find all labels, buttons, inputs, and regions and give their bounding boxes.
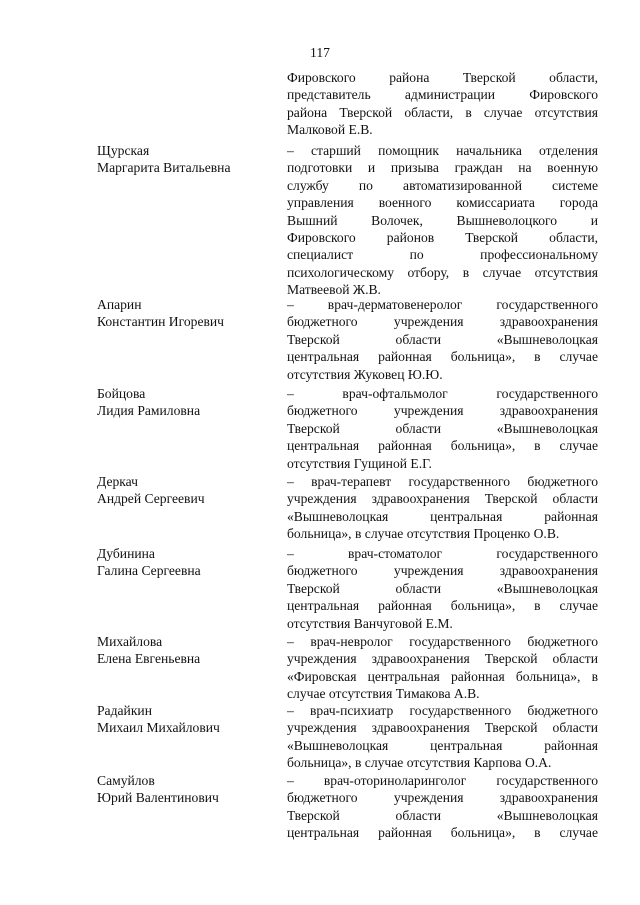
text-line: отсутствия Ванчуговой Е.М. bbox=[287, 615, 453, 631]
text-line: – врач-стоматолог государственного bbox=[287, 546, 598, 561]
text-line: отсутствия Гущиной Е.Г. bbox=[287, 455, 432, 471]
person-description bbox=[287, 142, 598, 299]
continuation-text bbox=[287, 69, 598, 139]
text-line: района Тверской области, в случае отсутствия bbox=[287, 104, 598, 120]
person-given-names: Галина Сергеевна bbox=[97, 563, 201, 579]
person-description bbox=[287, 772, 598, 842]
text-line: центральная районная больница», в случае bbox=[287, 825, 598, 841]
text-line: – врач-дерматовенеролог государственного bbox=[287, 297, 598, 312]
text-line: бюджетного учреждения здравоохранения bbox=[287, 790, 598, 806]
text-line: специалист по профессиональному bbox=[287, 247, 598, 263]
text-line: центральная районная больница», в случае bbox=[287, 349, 598, 365]
text-line: «Вышневолоцкая центральная районная bbox=[287, 508, 598, 524]
person-description bbox=[287, 385, 598, 472]
person-description bbox=[287, 633, 598, 703]
person-given-names: Константин Игоревич bbox=[97, 314, 225, 330]
text-line: «Вышневолоцкая центральная районная bbox=[287, 737, 598, 753]
person-surname: Дубинина bbox=[97, 546, 155, 561]
text-line: центральная районная больница», в случае bbox=[287, 598, 598, 614]
text-line: Малковой Е.В. bbox=[287, 122, 373, 138]
text-line: – врач-невролог государственного бюджетного bbox=[287, 634, 598, 649]
person-surname: Апарин bbox=[97, 297, 142, 312]
text-line: Тверской области «Вышневолоцкая bbox=[287, 580, 598, 596]
person-name bbox=[97, 385, 277, 420]
person-surname: Деркач bbox=[97, 474, 138, 489]
text-line: психологическому отбору, в случае отсутствия bbox=[287, 264, 598, 280]
person-given-names: Маргарита Витальевна bbox=[97, 160, 231, 176]
person-name bbox=[97, 702, 277, 737]
person-description bbox=[287, 545, 598, 632]
person-name bbox=[97, 545, 277, 580]
text-line: Тверской области «Вышневолоцкая bbox=[287, 331, 598, 347]
page-number: 117 bbox=[310, 45, 330, 60]
person-surname: Бойцова bbox=[97, 386, 146, 401]
person-given-names: Лидия Рамиловна bbox=[97, 403, 201, 419]
text-line: Тверской области «Вышневолоцкая bbox=[287, 807, 598, 823]
text-line: Фировского района Тверской области, bbox=[287, 70, 598, 85]
text-line: – врач-офтальмолог государственного bbox=[287, 386, 598, 401]
text-line: бюджетного учреждения здравоохранения bbox=[287, 403, 598, 419]
person-surname: Самуйлов bbox=[97, 773, 155, 788]
text-line: центральная районная больница», в случае bbox=[287, 438, 598, 454]
text-line: – врач-психиатр государственного бюджетного bbox=[287, 703, 598, 718]
text-line: бюджетного учреждения здравоохранения bbox=[287, 314, 598, 330]
text-line: Фировского районов Тверской области, bbox=[287, 229, 598, 245]
person-given-names: Юрий Валентинович bbox=[97, 790, 219, 806]
person-given-names: Андрей Сергеевич bbox=[97, 491, 205, 507]
person-name bbox=[97, 296, 277, 331]
person-surname: Радайкин bbox=[97, 703, 152, 718]
text-line: учреждения здравоохранения Тверской области bbox=[287, 491, 598, 507]
person-name bbox=[97, 473, 277, 508]
text-line: отсутствия Жуковец Ю.Ю. bbox=[287, 366, 443, 382]
text-line: – врач-терапевт государственного бюджетного bbox=[287, 474, 598, 489]
person-given-names: Михаил Михайлович bbox=[97, 720, 220, 736]
person-description bbox=[287, 702, 598, 772]
text-line: Вышний Волочек, Вышневолоцкого и bbox=[287, 212, 598, 228]
person-name bbox=[97, 142, 277, 177]
text-line: управления военного комиссариата города bbox=[287, 195, 598, 211]
person-description bbox=[287, 296, 598, 383]
text-line: учреждения здравоохранения Тверской области bbox=[287, 651, 598, 667]
text-line: – врач-оториноларинголог государственного bbox=[287, 773, 598, 788]
text-line: бюджетного учреждения здравоохранения bbox=[287, 563, 598, 579]
person-surname: Михайлова bbox=[97, 634, 163, 649]
text-line: – старший помощник начальника отделения bbox=[287, 143, 598, 158]
text-line: больница», в случае отсутствия Проценко О.В. bbox=[287, 526, 560, 542]
text-line: «Фировская центральная районная больница», в bbox=[287, 668, 598, 684]
person-name bbox=[97, 633, 277, 668]
person-given-names: Елена Евгеньевна bbox=[97, 651, 201, 667]
text-line: службу по автоматизированной системе bbox=[287, 177, 598, 193]
person-description bbox=[287, 473, 598, 543]
person-surname: Щурская bbox=[97, 143, 150, 158]
text-line: представитель администрации Фировского bbox=[287, 87, 598, 103]
text-line: учреждения здравоохранения Тверской области bbox=[287, 720, 598, 736]
text-line: больница», в случае отсутствия Карпова О.А. bbox=[287, 755, 552, 771]
person-name bbox=[97, 772, 277, 807]
text-line: подготовки и призыва граждан на военную bbox=[287, 160, 598, 176]
text-line: Матвеевой Ж.В. bbox=[287, 282, 381, 298]
text-line: Тверской области «Вышневолоцкая bbox=[287, 420, 598, 436]
text-line: случае отсутствия Тимакова А.В. bbox=[287, 686, 480, 702]
